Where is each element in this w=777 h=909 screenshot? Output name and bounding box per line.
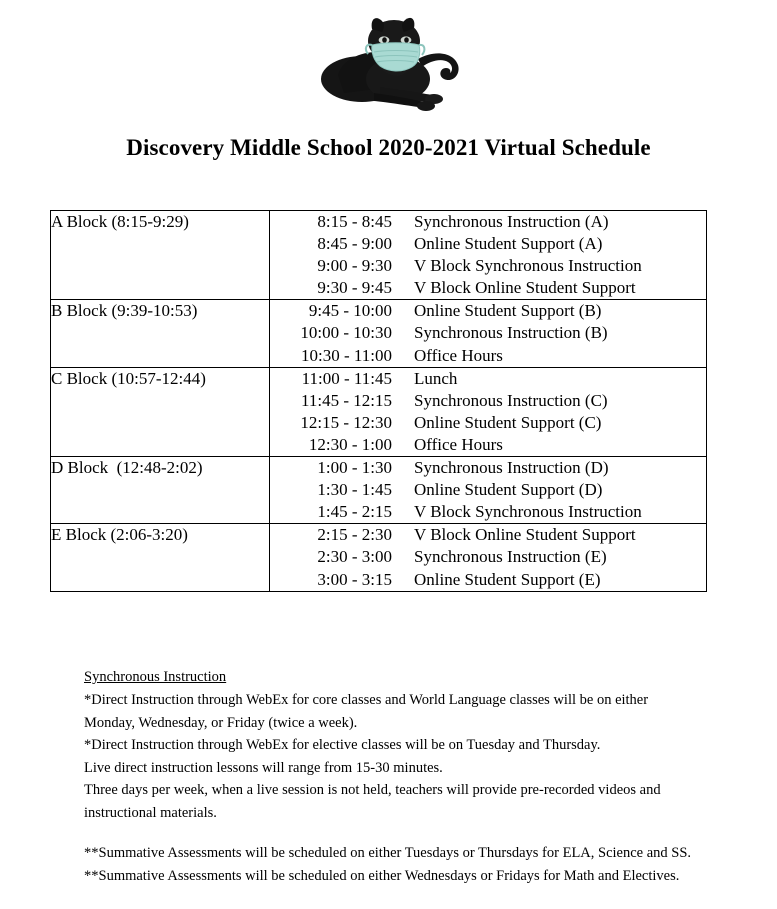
page-title: Discovery Middle School 2020-2021 Virtual Schedule	[126, 135, 651, 160]
schedule-table-container	[50, 210, 707, 592]
block-name-cell: C Block (10:57-12:44)	[51, 367, 270, 456]
note-line: *Direct Instruction through WebEx for core classes and World Language classes will be on either	[84, 692, 649, 709]
schedule-entry	[270, 412, 706, 434]
schedule-entry	[270, 277, 706, 299]
notes-heading: Synchronous Instruction	[84, 669, 227, 685]
table-row	[51, 211, 707, 300]
assessment-note-line: **Summative Assessments will be scheduled on either Wednesdays or Fridays for Math and Electives.	[84, 867, 680, 884]
entry-description: Synchronous Instruction (A)	[414, 212, 609, 231]
table-row	[51, 367, 707, 456]
block-entries-cell	[270, 367, 707, 456]
block-name-cell: B Block (9:39-10:53)	[51, 300, 270, 367]
entry-time: 10:30 - 11:00	[301, 345, 392, 365]
table-row	[51, 524, 707, 591]
entry-description: Synchronous Instruction (C)	[414, 390, 608, 410]
block-entries-cell	[270, 300, 707, 367]
entry-time: 2:30 - 3:00	[317, 547, 392, 567]
schedule-entry	[270, 345, 706, 367]
block-name-cell: E Block (2:06-3:20)	[51, 524, 270, 591]
entry-time: 10:00 - 10:30	[300, 323, 392, 343]
schedule-entry	[270, 501, 706, 523]
entry-description: Synchronous Instruction (E)	[414, 547, 607, 567]
entry-time: 12:15 - 12:30	[300, 412, 392, 432]
table-row	[51, 300, 707, 367]
schedule-table-body	[51, 211, 707, 592]
entry-time: 9:00 - 9:30	[317, 256, 392, 276]
schedule-entry	[270, 255, 706, 277]
entry-time: 1:45 - 2:15	[317, 502, 392, 522]
schedule-entry	[270, 434, 706, 456]
block-name-cell: A Block (8:15-9:29)	[51, 211, 270, 300]
notes-section	[84, 666, 724, 887]
assessment-notes	[84, 842, 724, 887]
schedule-entry	[270, 300, 706, 322]
schedule-entry	[270, 211, 706, 233]
schedule-entry	[270, 368, 706, 390]
entry-time: 11:45 - 12:15	[301, 390, 392, 410]
entry-time: 3:00 - 3:15	[317, 569, 392, 589]
assessment-note-line: **Summative Assessments will be scheduled on either Tuesdays or Thursdays for ELA, Science and SS.	[84, 845, 692, 862]
entry-time: 1:30 - 1:45	[317, 480, 392, 500]
schedule-entry	[270, 457, 706, 479]
entry-description: V Block Synchronous Instruction	[414, 256, 642, 276]
table-row	[51, 457, 707, 524]
note-line: Live direct instruction lessons will range from 15-30 minutes.	[84, 759, 443, 776]
note-line: Three days per week, when a live session is not held, teachers will provide pre-recorded videos and	[84, 782, 661, 799]
schedule-entry	[270, 546, 706, 568]
notes-lines	[84, 689, 724, 824]
block-name-cell: D Block (12:48-2:02)	[51, 457, 270, 524]
entry-description: Office Hours	[414, 434, 503, 454]
block-entries-cell	[270, 211, 707, 300]
entry-description: Office Hours	[414, 345, 503, 365]
schedule-entry	[270, 390, 706, 412]
entry-time: 8:15 - 8:45	[317, 212, 392, 231]
entry-time: 9:45 - 10:00	[308, 301, 392, 321]
notes-heading-row	[84, 666, 724, 689]
entry-time: 1:00 - 1:30	[317, 458, 392, 478]
schedule-entry	[270, 233, 706, 255]
schedule-entry	[270, 479, 706, 501]
entry-time: 9:30 - 9:45	[317, 278, 392, 298]
entry-description: Online Student Support (B)	[414, 301, 602, 321]
schedule-entry	[270, 524, 706, 546]
note-line: Monday, Wednesday, or Friday (twice a week).	[84, 714, 358, 731]
panther-mascot-with-face-mask-icon	[314, 9, 464, 113]
entry-description: Online Student Support (C)	[414, 412, 602, 432]
entry-time: 2:15 - 2:30	[317, 525, 392, 545]
schedule-entry	[270, 322, 706, 344]
entry-description: V Block Synchronous Instruction	[414, 502, 642, 522]
schedule-table	[50, 210, 707, 592]
entry-description: Online Student Support (E)	[414, 569, 601, 589]
entry-description: Synchronous Instruction (D)	[414, 458, 609, 478]
entry-time: 11:00 - 11:45	[301, 368, 392, 388]
block-entries-cell	[270, 457, 707, 524]
block-entries-cell	[270, 524, 707, 591]
entry-description: V Block Online Student Support	[414, 278, 636, 298]
schedule-entry	[270, 569, 706, 591]
entry-time: 8:45 - 9:00	[317, 234, 392, 254]
mascot-logo	[0, 0, 777, 118]
notes-spacer	[84, 824, 724, 842]
entry-time: 12:30 - 1:00	[308, 434, 392, 454]
entry-description: Synchronous Instruction (B)	[414, 323, 608, 343]
entry-description: V Block Online Student Support	[414, 525, 636, 545]
note-line: instructional materials.	[84, 804, 217, 821]
entry-description: Online Student Support (A)	[414, 234, 603, 254]
entry-description: Lunch	[414, 368, 458, 388]
note-line: *Direct Instruction through WebEx for elective classes will be on Tuesday and Thursday.	[84, 737, 601, 754]
entry-description: Online Student Support (D)	[414, 480, 603, 500]
